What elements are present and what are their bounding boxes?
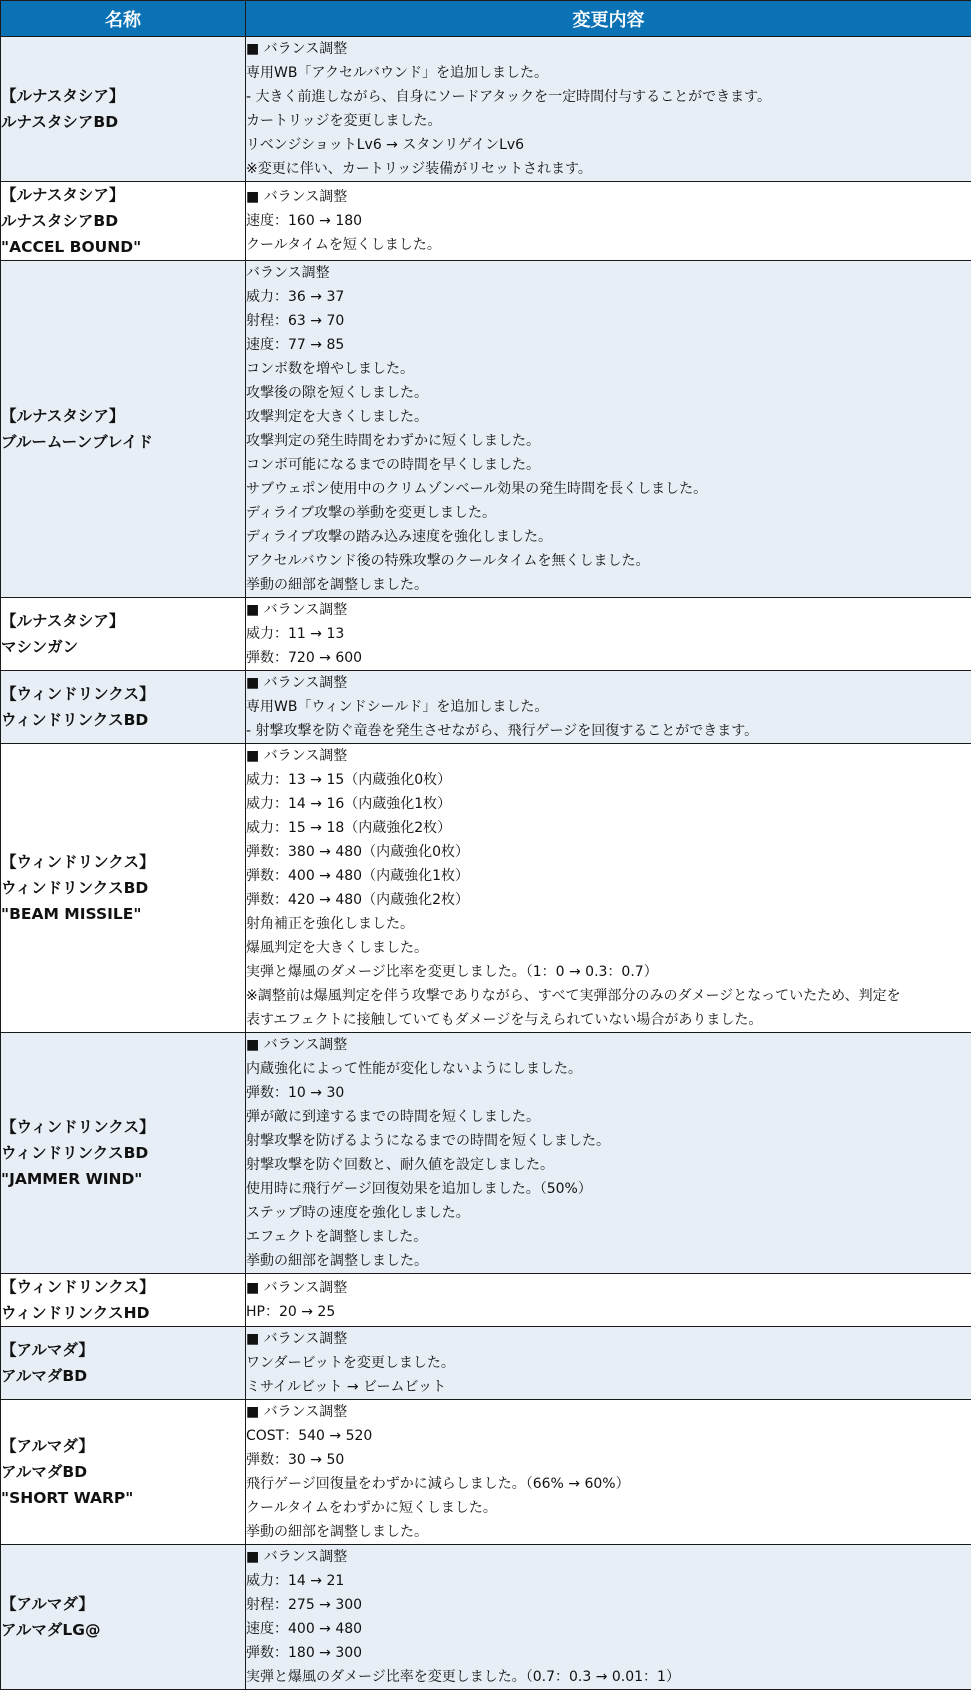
table-row [1, 182, 971, 261]
table-row [1, 598, 971, 671]
change-line: 実弾と爆風のダメージ比率を変更しました。（0.7：0.3 → 0.01：1） [246, 1665, 971, 1689]
change-line: 射撃攻撃を防ぐ回数と、耐久値を設定しました。 [246, 1153, 971, 1177]
change-line: ■ バランス調整 [246, 185, 971, 209]
change-line: エフェクトを調整しました。 [246, 1225, 971, 1249]
item-name-cell [1, 1274, 246, 1327]
change-line: 挙動の細部を調整しました。 [246, 573, 971, 597]
change-line: - 大きく前進しながら、自身にソードアタックを一定時間付与することができます。 [246, 85, 971, 109]
change-line: 威力：36 → 37 [246, 285, 971, 309]
table-row [1, 261, 971, 598]
change-line: 速度：77 → 85 [246, 333, 971, 357]
change-line: COST：540 → 520 [246, 1424, 971, 1448]
item-name-line: ルナスタシアBD [1, 208, 245, 234]
change-line: ■ バランス調整 [246, 744, 971, 768]
item-name-line: ブルームーンブレイド [1, 429, 245, 455]
change-line: 専用WB「ウィンドシールド」を追加しました。 [246, 695, 971, 719]
item-name-line: アルマダLG@ [1, 1617, 245, 1643]
item-name-line: 【ルナスタシア】 [1, 182, 245, 208]
item-name-cell [1, 744, 246, 1033]
table-row [1, 1274, 971, 1327]
change-line: ディライブ攻撃の踏み込み速度を強化しました。 [246, 525, 971, 549]
change-line: 威力：11 → 13 [246, 622, 971, 646]
change-line: ■ バランス調整 [246, 1033, 971, 1057]
item-name-cell [1, 1400, 246, 1545]
change-details-cell [246, 744, 971, 1033]
change-line: クールタイムをわずかに短くしました。 [246, 1496, 971, 1520]
change-line: ■ バランス調整 [246, 1545, 971, 1569]
item-name-line: 【ウィンドリンクス】 [1, 1274, 245, 1300]
change-details-cell [246, 261, 971, 598]
change-details-cell [246, 1033, 971, 1274]
item-name-cell [1, 1545, 246, 1690]
item-name-line: マシンガン [1, 634, 245, 660]
change-line: アクセルバウンド後の特殊攻撃のクールタイムを無くしました。 [246, 549, 971, 573]
table-row [1, 1545, 971, 1690]
table-body [1, 37, 971, 1690]
change-line: ※調整前は爆風判定を伴う攻撃でありながら、すべて実弾部分のみのダメージとなっていたため、判定を [246, 984, 971, 1008]
item-name-cell [1, 671, 246, 744]
change-line: 弾数：400 → 480（内蔵強化1枚） [246, 864, 971, 888]
change-line: クールタイムを短くしました。 [246, 233, 971, 257]
table-row [1, 671, 971, 744]
change-line: 弾数：420 → 480（内蔵強化2枚） [246, 888, 971, 912]
change-details-cell [246, 37, 971, 182]
change-line: コンボ数を増やしました。 [246, 357, 971, 381]
change-details-cell [246, 182, 971, 261]
change-line: ■ バランス調整 [246, 1276, 971, 1300]
change-line: 弾数：10 → 30 [246, 1081, 971, 1105]
change-line: 威力：13 → 15（内蔵強化0枚） [246, 768, 971, 792]
change-line: コンボ可能になるまでの時間を早くしました。 [246, 453, 971, 477]
change-line: サブウェポン使用中のクリムゾンベール効果の発生時間を長くしました。 [246, 477, 971, 501]
item-name-line: 【アルマダ】 [1, 1337, 245, 1363]
change-line: 速度：400 → 480 [246, 1617, 971, 1641]
change-line: ※変更に伴い、カートリッジ装備がリセットされます。 [246, 157, 971, 181]
change-line: ■ バランス調整 [246, 1327, 971, 1351]
change-line: ワンダービットを変更しました。 [246, 1351, 971, 1375]
change-line: 飛行ゲージ回復量をわずかに減らしました。（66% → 60%） [246, 1472, 971, 1496]
change-details-cell [246, 1545, 971, 1690]
change-details-cell [246, 1327, 971, 1400]
item-name-cell [1, 37, 246, 182]
change-line: 弾数：720 → 600 [246, 646, 971, 670]
header-row [1, 1, 971, 37]
change-line: ■ バランス調整 [246, 598, 971, 622]
item-name-line: "SHORT WARP" [1, 1485, 245, 1511]
item-name-line: 【ルナスタシア】 [1, 608, 245, 634]
item-name-line: アルマダBD [1, 1363, 245, 1389]
change-line: 使用時に飛行ゲージ回復効果を追加しました。（50%） [246, 1177, 971, 1201]
item-name-line: ウィンドリンクスHD [1, 1300, 245, 1326]
change-line: 威力：14 → 16（内蔵強化1枚） [246, 792, 971, 816]
change-line: 挙動の細部を調整しました。 [246, 1249, 971, 1273]
change-line: 内蔵強化によって性能が変化しないようにしました。 [246, 1057, 971, 1081]
name-column-header: 名称 [1, 1, 246, 37]
item-name-cell [1, 1033, 246, 1274]
item-name-line: 【ウィンドリンクス】 [1, 1114, 245, 1140]
change-line: 爆風判定を大きくしました。 [246, 936, 971, 960]
item-name-line: 【ウィンドリンクス】 [1, 681, 245, 707]
change-line: 射程：63 → 70 [246, 309, 971, 333]
change-line: バランス調整 [246, 261, 971, 285]
table-row [1, 1033, 971, 1274]
item-name-line: "ACCEL BOUND" [1, 234, 245, 260]
table-row [1, 37, 971, 182]
table-row [1, 1400, 971, 1545]
change-details-cell [246, 1274, 971, 1327]
change-details-cell [246, 671, 971, 744]
change-line: HP：20 → 25 [246, 1300, 971, 1324]
item-name-line: ルナスタシアBD [1, 109, 245, 135]
item-name-line: 【アルマダ】 [1, 1591, 245, 1617]
change-line: ■ バランス調整 [246, 671, 971, 695]
change-line: ミサイルビット → ビームビット [246, 1375, 971, 1399]
change-line: - 射撃攻撃を防ぐ竜巻を発生させながら、飛行ゲージを回復することができます。 [246, 719, 971, 743]
change-line: 弾が敵に到達するまでの時間を短くしました。 [246, 1105, 971, 1129]
change-line: ■ バランス調整 [246, 1400, 971, 1424]
change-line: 実弾と爆風のダメージ比率を変更しました。（1：0 → 0.3：0.7） [246, 960, 971, 984]
change-line: 射角補正を強化しました。 [246, 912, 971, 936]
change-line: 表すエフェクトに接触していてもダメージを与えられていない場合がありました。 [246, 1008, 971, 1032]
change-line: ステップ時の速度を強化しました。 [246, 1201, 971, 1225]
item-name-line: 【アルマダ】 [1, 1433, 245, 1459]
change-line: ■ バランス調整 [246, 37, 971, 61]
change-line: 弾数：380 → 480（内蔵強化0枚） [246, 840, 971, 864]
change-line: 攻撃判定を大きくしました。 [246, 405, 971, 429]
item-name-cell [1, 261, 246, 598]
item-name-line: 【ルナスタシア】 [1, 83, 245, 109]
change-line: 弾数：180 → 300 [246, 1641, 971, 1665]
change-line: リベンジショットLv6 → スタンリゲインLv6 [246, 133, 971, 157]
change-line: カートリッジを変更しました。 [246, 109, 971, 133]
change-line: 威力：14 → 21 [246, 1569, 971, 1593]
change-line: 射程：275 → 300 [246, 1593, 971, 1617]
change-line: ディライブ攻撃の挙動を変更しました。 [246, 501, 971, 525]
item-name-line: ウィンドリンクスBD [1, 707, 245, 733]
item-name-line: アルマダBD [1, 1459, 245, 1485]
item-name-line: ウィンドリンクスBD [1, 1140, 245, 1166]
change-line: 威力：15 → 18（内蔵強化2枚） [246, 816, 971, 840]
item-name-line: ウィンドリンクスBD [1, 875, 245, 901]
change-line: 攻撃後の隙を短くしました。 [246, 381, 971, 405]
item-name-cell [1, 182, 246, 261]
table-row [1, 744, 971, 1033]
change-line: 挙動の細部を調整しました。 [246, 1520, 971, 1544]
changes-column-header: 変更内容 [246, 1, 971, 37]
item-name-line: 【ルナスタシア】 [1, 403, 245, 429]
change-details-cell [246, 598, 971, 671]
change-details-cell [246, 1400, 971, 1545]
change-line: 射撃攻撃を防げるようになるまでの時間を短くしました。 [246, 1129, 971, 1153]
item-name-line: "JAMMER WIND" [1, 1166, 245, 1192]
change-line: 速度：160 → 180 [246, 209, 971, 233]
change-line: 攻撃判定の発生時間をわずかに短くしました。 [246, 429, 971, 453]
change-line: 弾数：30 → 50 [246, 1448, 971, 1472]
change-line: 専用WB「アクセルバウンド」を追加しました。 [246, 61, 971, 85]
item-name-cell [1, 1327, 246, 1400]
item-name-cell [1, 598, 246, 671]
item-name-line: "BEAM MISSILE" [1, 901, 245, 927]
table-row [1, 1327, 971, 1400]
item-name-line: 【ウィンドリンクス】 [1, 849, 245, 875]
